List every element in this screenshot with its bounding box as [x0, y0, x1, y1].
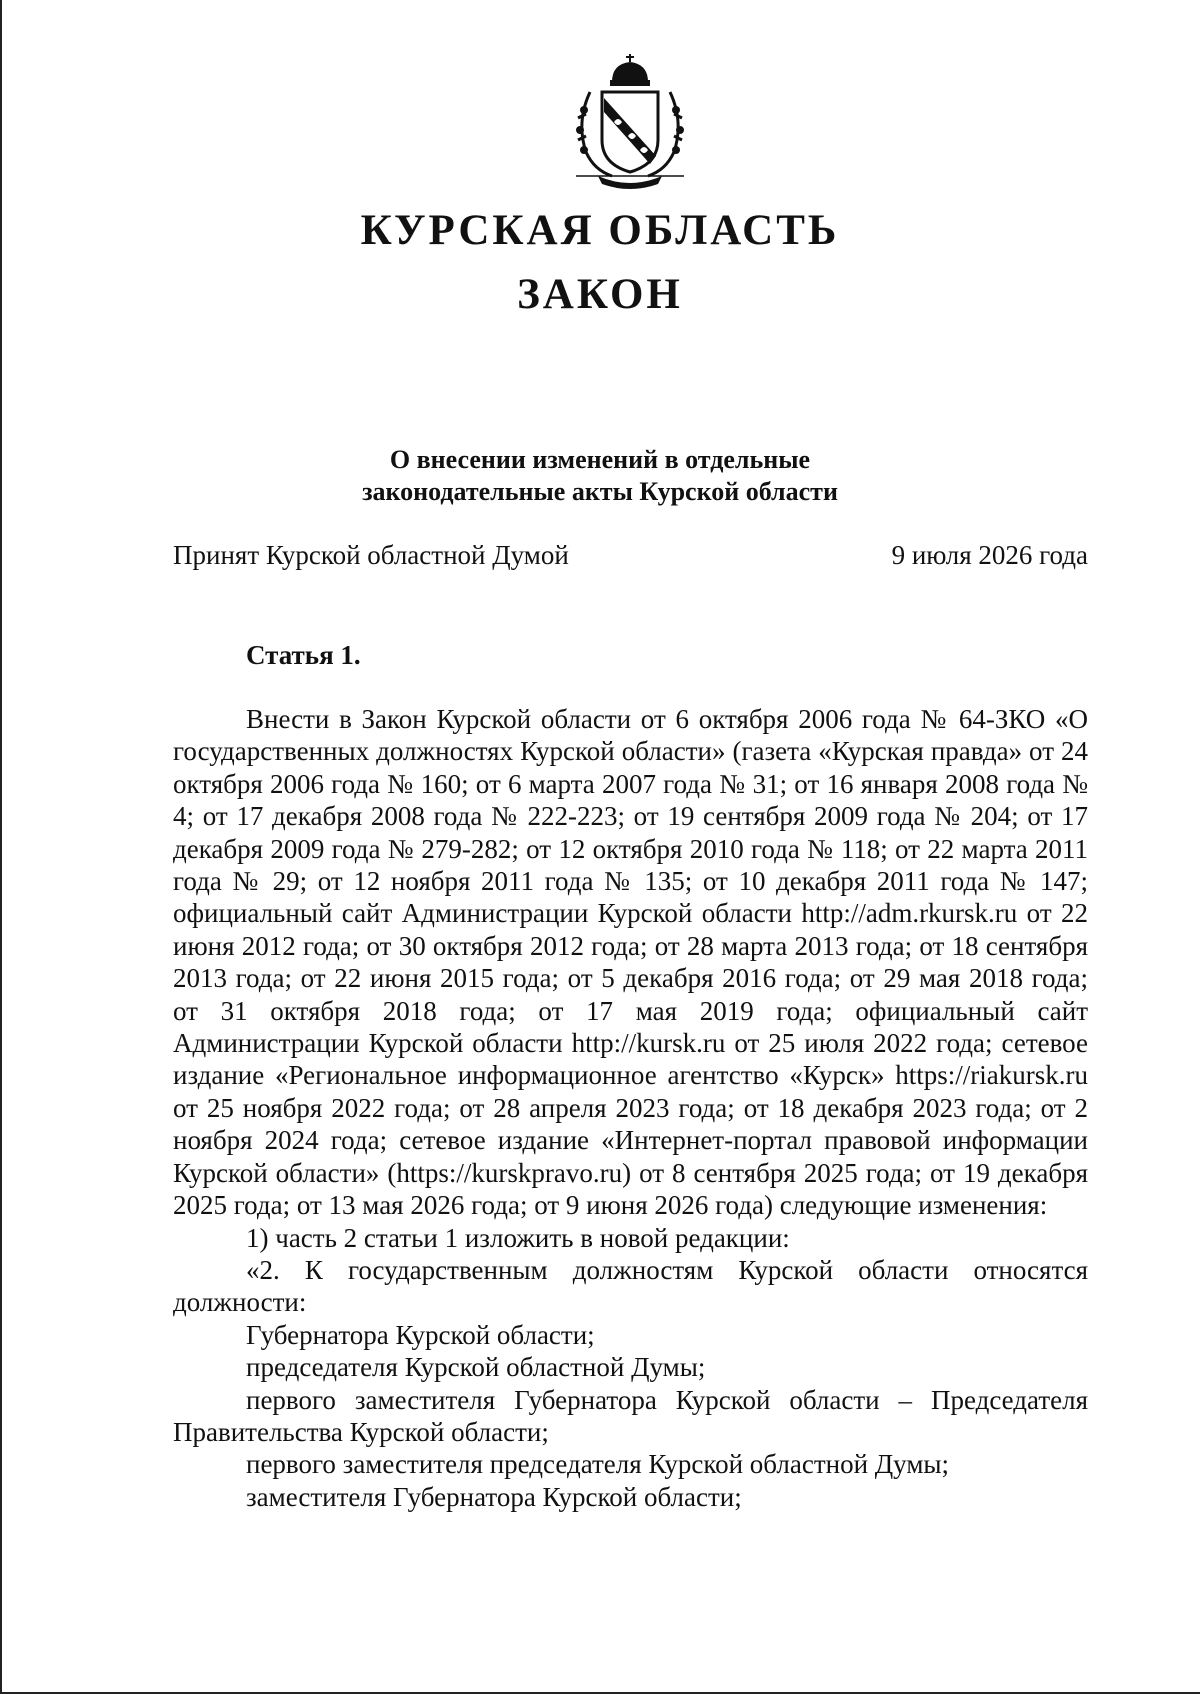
- article-paragraph: первого заместителя Губернатора Курской области – Председателя Правительства Курской области;: [173, 1384, 1088, 1447]
- adoption-date: 9 июля 2026 года: [891, 540, 1088, 570]
- law-title: [0, 444, 1200, 508]
- law-title-line: О внесении изменений в отдельные: [389, 445, 811, 474]
- article-paragraph: председателя Курской областной Думы;: [246, 1352, 706, 1383]
- article-paragraph: Губернатора Курской области;: [246, 1319, 595, 1350]
- article-body: [173, 703, 1088, 1513]
- coat-of-arms-icon: [568, 52, 692, 192]
- law-title-line: законодательные акты Курской области: [362, 477, 838, 506]
- article-heading: Статья 1.: [246, 640, 361, 670]
- region-name: КУРСКАЯ ОБЛАСТЬ: [360, 207, 840, 254]
- article-paragraph: Внести в Закон Курской области от 6 октября 2006 года № 64-ЗКО «О государственных должностях Курской области» (газета «Курская правда» от 24 октября 2006 года № 160; от 6 марта 2007 года № 31; от 16 января 2008 года № 4; от 17 декабря 2008 года № 222-223; от 19 сентября 2009 года № 204; от 17 декабря 2009 года № 279-282; от 12 октября 2010 года № 118; от 22 марта 2011 года № 29; от 12 ноября 2011 года № 135; от 10 декабря 2011 года № 147; официальный сайт Администрации Курской области http://adm.rkursk.ru от 22 июня 2012 года; от 30 октября 2012 года; от 28 марта 2013 года; от 18 сентября 2013 года; от 22 июня 2015 года; от 5 декабря 2016 года; от 29 мая 2018 года; от 31 октября 2018 года; от 17 мая 2019 года; официальный сайт Администрации Курской области http://kursk.ru от 25 июля 2022 года; сетевое издание «Региональное информационное агентство «Курск» https://riakursk.ru от 25 ноября 2022 года; от 28 апреля 2023 года; от 18 декабря 2023 года; от 2 ноября 2024 года; сетевое издание «Интернет-портал правовой информации Курской области» (https://kurskpravo.ru) от 8 сентября 2025 года; от 19 декабря 2025 года; от 13 мая 2026 года; от 9 июня 2026 года) следующие изменения:: [173, 704, 1088, 1221]
- adopted-by: Принят Курской областной Думой: [173, 540, 569, 570]
- article-paragraph: заместителя Губернатора Курской области;: [246, 1481, 742, 1512]
- document-type: ЗАКОН: [517, 271, 683, 318]
- article-paragraph: первого заместителя председателя Курской областной Думы;: [246, 1449, 950, 1480]
- adoption-line: [173, 540, 1088, 571]
- article-paragraph: «2. К государственным должностям Курской области относятся должности:: [173, 1254, 1088, 1318]
- article-paragraph: 1) часть 2 статьи 1 изложить в новой редакции:: [246, 1222, 790, 1253]
